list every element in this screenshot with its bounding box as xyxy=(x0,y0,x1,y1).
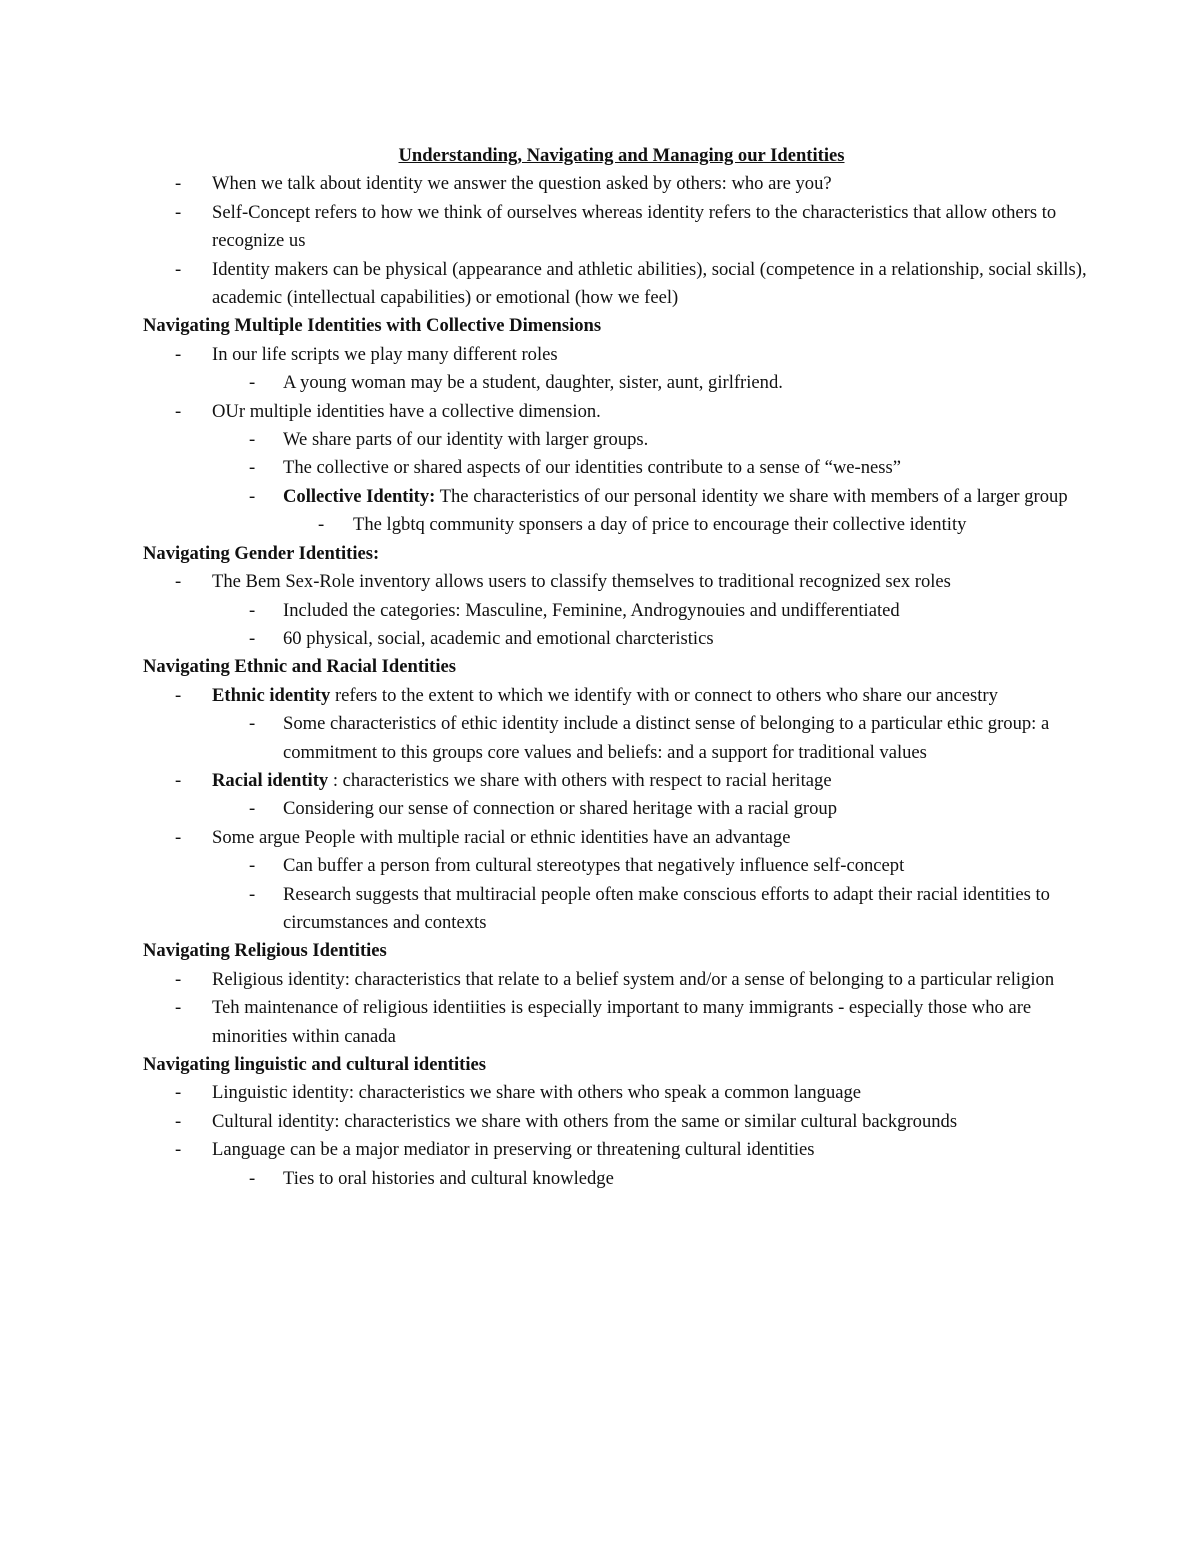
section-heading-religious: Navigating Religious Identities xyxy=(143,940,387,962)
list-item: - OUr multiple identities have a collective dimension. xyxy=(143,398,1100,426)
list-item: - We share parts of our identity with larger groups. xyxy=(143,426,1100,454)
list-item: - The lgbtq community sponsers a day of price to encourage their collective identity xyxy=(143,511,1100,539)
list-item: - Language can be a major mediator in preserving or threatening cultural identities xyxy=(143,1136,1100,1164)
bullet-dash: - xyxy=(249,883,256,905)
bullet-dash: - xyxy=(175,997,182,1019)
list-item: - The Bem Sex-Role inventory allows users to classify themselves to traditional recognized sex roles xyxy=(143,568,1100,596)
bullet-dash: - xyxy=(175,1110,182,1132)
bullet-dash: - xyxy=(175,173,182,195)
bullet-dash: - xyxy=(175,258,182,280)
bullet-dash: - xyxy=(175,343,182,365)
bullet-dash: - xyxy=(318,514,325,536)
bullet-dash: - xyxy=(249,855,256,877)
bullet-dash: - xyxy=(175,826,182,848)
list-item: - Ties to oral histories and cultural knowledge xyxy=(143,1165,1100,1193)
term-ethnic-identity: Ethnic identity xyxy=(212,684,331,706)
list-item: - Some argue People with multiple racial or ethnic identities have an advantage xyxy=(143,824,1100,852)
list-item: - Research suggests that multiracial people often make conscious efforts to adapt their racial identities to circumstances and contexts xyxy=(143,881,1100,938)
bullet-dash: - xyxy=(249,1167,256,1189)
list-item: - Identity makers can be physical (appearance and athletic abilities), social (competence in a relationship, social skills), academic (intellectual capabilities) or emotional (how we feel) xyxy=(143,256,1100,313)
bullet-dash: - xyxy=(249,372,256,394)
section-heading-gender: Navigating Gender Identities: xyxy=(143,542,380,564)
list-item: - Included the categories: Masculine, Feminine, Androgynouies and undifferentiated xyxy=(143,597,1100,625)
list-item: - A young woman may be a student, daughter, sister, aunt, girlfriend. xyxy=(143,369,1100,397)
list-item: - In our life scripts we play many different roles xyxy=(143,341,1100,369)
bullet-dash: - xyxy=(249,713,256,735)
list-item: - Teh maintenance of religious identiities is especially important to many immigrants - especially those who are minorities within canada xyxy=(143,994,1100,1051)
list-item: - Ethnic identity refers to the extent to which we identify with or connect to others who share our ancestry xyxy=(143,682,1100,710)
bullet-dash: - xyxy=(175,400,182,422)
bullet-dash: - xyxy=(249,599,256,621)
term-racial-identity: Racial identity xyxy=(212,769,329,791)
section-heading-multiple: Navigating Multiple Identities with Collective Dimensions xyxy=(143,315,602,337)
bullet-dash: - xyxy=(249,429,256,451)
list-item: - 60 physical, social, academic and emotional charcteristics xyxy=(143,625,1100,653)
document-title: Understanding, Navigating and Managing our Identities xyxy=(398,145,845,166)
bullet-dash: - xyxy=(175,1082,182,1104)
term-collective-identity: Collective Identity: xyxy=(283,485,436,507)
bullet-dash: - xyxy=(175,968,182,990)
bullet-dash: - xyxy=(249,798,256,820)
list-item: - Some characteristics of ethic identity include a distinct sense of belonging to a particular ethic group: a commitment to this groups core values and beliefs: and a support for traditional values xyxy=(143,710,1100,767)
bullet-dash: - xyxy=(175,684,182,706)
bullet-dash: - xyxy=(175,769,182,791)
section-heading-ethnic: Navigating Ethnic and Racial Identities xyxy=(143,656,457,678)
list-item: - Religious identity: characteristics that relate to a belief system and/or a sense of belonging to a particular religion xyxy=(143,966,1100,994)
bullet-dash: - xyxy=(175,1139,182,1161)
list-item: - Collective Identity: The characteristics of our personal identity we share with members of a larger group xyxy=(143,483,1100,511)
list-item: - Cultural identity: characteristics we share with others from the same or similar cultural backgrounds xyxy=(143,1108,1100,1136)
bullet-dash: - xyxy=(249,457,256,479)
list-item: - The collective or shared aspects of our identities contribute to a sense of “we-ness” xyxy=(143,454,1100,482)
list-item: - Can buffer a person from cultural stereotypes that negatively influence self-concept xyxy=(143,852,1100,880)
bullet-dash: - xyxy=(249,627,256,649)
bullet-dash: - xyxy=(175,571,182,593)
list-item: - Racial identity : characteristics we share with others with respect to racial heritage xyxy=(143,767,1100,795)
list-item: - When we talk about identity we answer the question asked by others: who are you? xyxy=(143,170,1100,198)
bullet-dash: - xyxy=(175,201,182,223)
list-item: - Considering our sense of connection or shared heritage with a racial group xyxy=(143,795,1100,823)
section-heading-linguistic: Navigating linguistic and cultural identities xyxy=(143,1054,486,1075)
bullet-dash: - xyxy=(249,485,256,507)
list-item: - Linguistic identity: characteristics we share with others who speak a common language xyxy=(143,1079,1100,1107)
list-item: - Self-Concept refers to how we think of ourselves whereas identity refers to the characteristics that allow others to recognize us xyxy=(143,199,1100,256)
